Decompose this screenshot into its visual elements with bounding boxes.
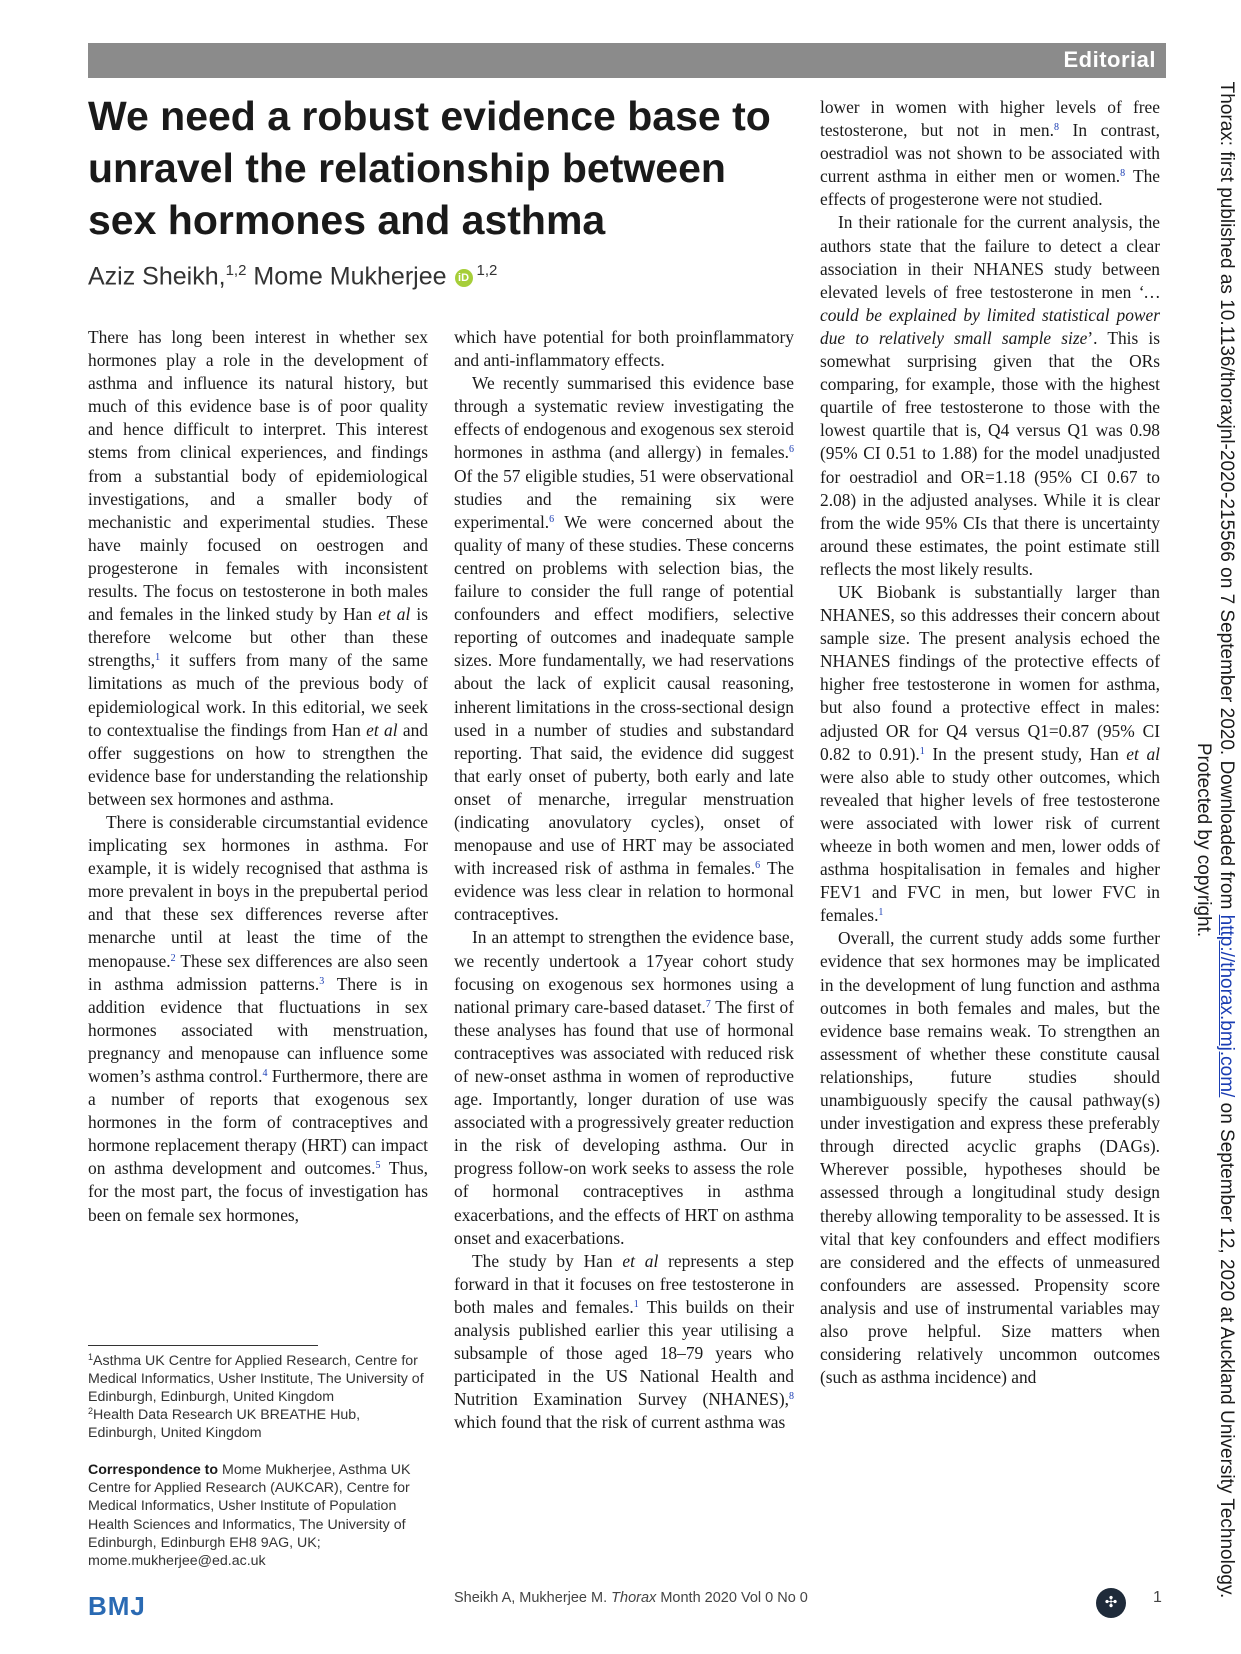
paragraph: There has long been interest in whether sex hormones play a role in the development of asthma and influence its natural history, but much of this evidence base is of poor quality and hence difficult to interpret. This interest stems from clinical experiences, and findings from a substantial body of epidemiological investigations, and a smaller body of mechanistic and experimental studies. These have mainly focused on oestrogen and progesterone in females with inconsistent results. The focus on testosterone in both males and females in the linked study by Han et al is therefore welcome but other than these strengths,$^1$ it suffers from many of the same limitations as much of the previous body of epidemiological work. In this editorial, we seek to contextualise the findings from Han et al and offer suggestions on how to strengthen the evidence base for understanding the relationship between sex hormones and asthma. bbox=[88, 327, 428, 809]
reference-link[interactable]: 1 bbox=[919, 745, 925, 757]
reference-link[interactable]: 8 bbox=[1053, 122, 1059, 134]
article-title: We need a robust evidence base to unravel the relationship between sex hormones and asthma bbox=[88, 93, 771, 243]
paragraph: In an attempt to strengthen the evidence base, we recently undertook a 17year cohort study focusing on exogenous sex hormones using a national primary care-based dataset.$^7$ The first of these analyses has found that use of hormonal contraceptives was associated with reduced risk of new-onset asthma in women of reproductive age. Importantly, longer duration of use was associated with a progressively greater reduction in the risk of developing asthma. Our in progress follow-on work seeks to assess the role of hormonal contraceptives in asthma exacerbations, and the effects of HRT on asthma onset and exacerbations. bbox=[454, 927, 794, 1248]
section-header-bar bbox=[88, 43, 1166, 78]
paragraph: We recently summarised this evidence base through a systematic review investigating the effects of endogenous and exogenous sex steroid hormones in asthma (and allergy) in females.$^6$ Of the 57 eligible studies, 51 were observational studies and the remaining six were experimental.$^6$ We were concerned about the quality of many of these studies. These concerns centred on problems with selection bias, the failure to consider the full range of potential confounders and effect modifiers, selective reporting of outcomes and inadequate sample sizes. More fundamentally, we had reservations about the lack of explicit causal reasoning, inherent limitations in the cross-sectional design used in a number of studies and substandard reporting. That said, the evidence did suggest that early onset of puberty, both early and late onset of menarche, irregular menstruation (indicating anovulatory cycles), onset of menopause and use of HRT may be associated with increased risk of asthma in females.$^6$ The evidence was less clear in relation to hormonal contraceptives. bbox=[454, 373, 794, 925]
correspondence-email[interactable]: mome.mukherjee@ed.ac.uk bbox=[88, 1553, 266, 1570]
reference-link[interactable]: 7 bbox=[705, 998, 711, 1010]
author-line bbox=[88, 262, 497, 291]
paragraph: which have potential for both proinflammatory and anti-inflammatory effects. bbox=[454, 327, 794, 371]
reference-link[interactable]: 1 bbox=[155, 652, 161, 664]
paragraph: The study by Han et al represents a step forward in that it focuses on free testosterone in both males and females.$^1$ This builds on their analysis published earlier this year utilising a subsample of those aged 18–79 years who participated in the US National Health and Nutrition Examination Survey (NHANES),$^8$ which found that the risk of current asthma was bbox=[454, 1250, 794, 1433]
footnote-divider bbox=[88, 1345, 318, 1346]
affiliations bbox=[88, 1352, 428, 1442]
footer-citation: Sheikh A, Mukherjee M. Thorax Month 2020 Vol 0 No 0 bbox=[454, 1590, 808, 1606]
notice-line-1: Thorax: first published as 10.1136/thoraxjnl-2020-215566 on 7 September 2020. Downloaded from http://thorax.bmj.com/ on September 12, 2020 at Auckland University Technology. bbox=[1216, 81, 1237, 1599]
paragraph: UK Biobank is substantially larger than NHANES, so this addresses their concern about sample size. The present analysis echoed the NHANES findings of the protective effects of higher free testosterone in women for asthma, but also found a protective effect in males: adjusted OR for Q4 versus Q1=0.87 (95% CI 0.82 to 0.91).$^1$ In the present study, Han et al were also able to study other outcomes, which revealed that higher levels of free testosterone were associated with lower risk of current wheeze in both women and men, lower odds of asthma hospitalisation in females and higher FEV1 and FVC in men, but lower FVC in females.$^1$ bbox=[820, 581, 1160, 926]
author-name: Aziz Sheikh, bbox=[88, 262, 226, 291]
reference-link[interactable]: 6 bbox=[789, 444, 794, 456]
paragraph: lower in women with higher levels of free testosterone, but not in men.$^8$ In contrast, oestradiol was not shown to be associated with current asthma in either men or women.$^8$ The effects of progesterone were not studied. bbox=[820, 97, 1160, 210]
reference-link[interactable]: 6 bbox=[549, 513, 555, 525]
reference-link[interactable]: 2 bbox=[170, 952, 176, 964]
affiliation-1: $^1$Asthma UK Centre for Applied Research, Centre for Medical Informatics, Usher Institute, The University of Edinburgh, Edinburgh, United Kingdom bbox=[88, 1352, 424, 1405]
paragraph: Overall, the current study adds some further evidence that sex hormones may be implicated in the development of lung function and asthma outcomes in both females and males, but the evidence base remains weak. To strengthen an assessment of whether these constitute causal relationships, future studies should unambiguously specify the causal pathway(s) under investigation and express these preferably through directed acyclic graphs (DAGs). Wherever possible, hypotheses should be assessed through a longitudinal study design thereby allowing temporality to be assessed. It is vital that key confounders and effect modifiers are considered and the effects of unmeasured confounders are assessed. Propensity score analysis and use of instrumental variables may also prove helpful. Size matters when considering relatively uncommon outcomes (such as asthma incidence) and bbox=[820, 928, 1160, 1388]
notice-line-2: Protected by copyright. bbox=[1193, 742, 1214, 938]
orcid-icon[interactable]: iD bbox=[455, 269, 473, 287]
body-column-3 bbox=[820, 96, 1160, 1389]
body-column-1 bbox=[88, 326, 428, 1227]
thorax-emblem-icon: ✣ bbox=[1096, 1588, 1126, 1618]
correspondence: Correspondence to Mome Mukherjee, Asthma UK Centre for Applied Research (AUKCAR), Centre for Medical Informatics, Usher Institute of Population Health Sciences and Informatics, The University of Edinburgh, Edinburgh EH8 9AG, UK; mome.mukherjee@ed.ac.uk bbox=[88, 1462, 411, 1570]
affiliation-2: $^2$Health Data Research UK BREATHE Hub, Edinburgh, United Kingdom bbox=[88, 1406, 361, 1441]
side-download-notice bbox=[1180, 60, 1238, 1620]
paragraph: There is considerable circumstantial evidence implicating sex hormones in asthma. For example, it is widely recognised that asthma is more prevalent in boys in the prepubertal period and that these sex differences reverse after menarche until at least the time of the menopause.$^2$ These sex differences are also seen in asthma admission patterns.$^3$ There is in addition evidence that fluctuations in sex hormones associated with menstruation, pregnancy and menopause can influence some women’s asthma control.$^4$ Furthermore, there are a number of reports that exogenous sex hormones in the form of contraceptives and hormone replacement therapy (HRT) can impact on asthma development and outcomes.$^5$ Thus, for the most part, the focus of investigation has been on female sex hormones, bbox=[88, 811, 429, 1225]
section-label: Editorial bbox=[1063, 47, 1156, 72]
reference-link[interactable]: 3 bbox=[319, 975, 325, 987]
reference-link[interactable]: 1 bbox=[878, 907, 884, 919]
reference-link[interactable]: 8 bbox=[789, 1391, 794, 1403]
reference-link[interactable]: 6 bbox=[755, 860, 761, 872]
author-name: Mome Mukherjee bbox=[253, 262, 447, 291]
reference-link[interactable]: 8 bbox=[1120, 168, 1126, 180]
author-affiliation: 1,2 bbox=[225, 262, 247, 279]
author-affiliation: 1,2 bbox=[476, 262, 498, 279]
correspondence-label: Correspondence to bbox=[88, 1462, 219, 1478]
page-number: 1 bbox=[1153, 1589, 1162, 1606]
thorax-url-link[interactable]: http://thorax.bmj.com/ bbox=[1216, 914, 1237, 1098]
reference-link[interactable]: 1 bbox=[633, 1298, 639, 1310]
paragraph: In their rationale for the current analysis, the authors state that the failure to detect a clear association in their NHANES study between elevated levels of free testosterone in men ‘…could be explained by limited statistical power due to relatively small sample size’. This is somewhat surprising given that the ORs comparing, for example, those with the highest quartile of free testosterone to those with the lowest quartile that is, Q4 versus Q1 was 0.98 (95% CI 0.51 to 1.88) for the model unadjusted for oestradiol and OR=1.18 (95% CI 0.67 to 2.08) in the adjusted analyses. While it is clear from the wide 95% CIs that there is uncertainty around these estimates, the point estimate still reflects the most likely results. bbox=[820, 212, 1160, 579]
body-column-2 bbox=[454, 326, 794, 1435]
bmj-logo: BMJ bbox=[88, 1591, 146, 1621]
reference-link[interactable]: 5 bbox=[375, 1160, 381, 1172]
reference-link[interactable]: 4 bbox=[262, 1068, 268, 1079]
